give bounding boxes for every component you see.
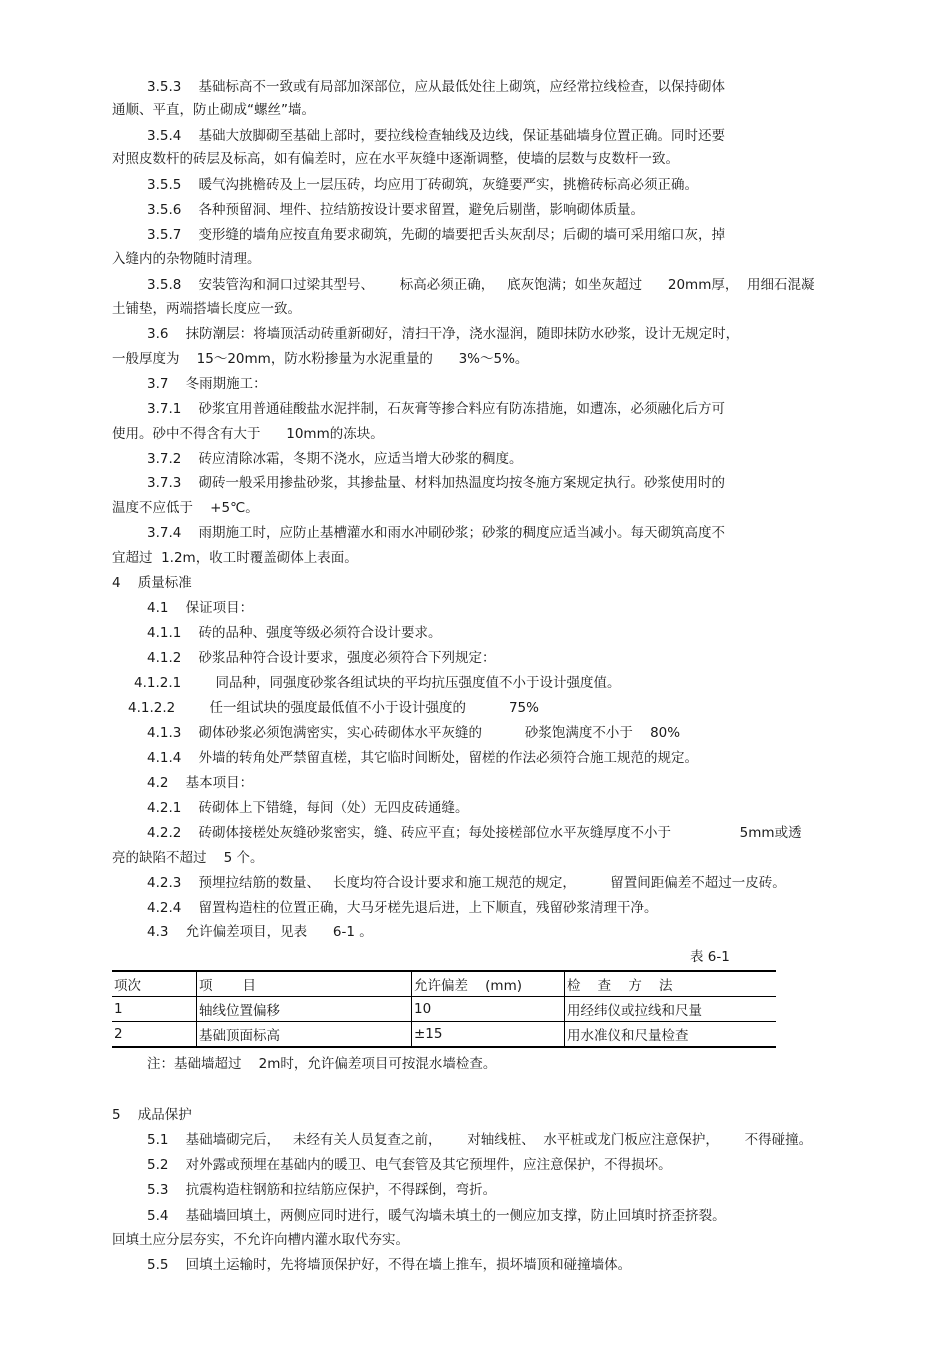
- para-3-5-6: 3.5.6 各种预留洞、埋件、拉结筋按设计要求留置，避免后剔凿，影响砌体质量。: [147, 202, 645, 218]
- para-4-1-3: 4.1.3 砌体砂浆必须饱满密实，实心砖砌体水平灰缝的 砂浆饱满度不小于 80%: [147, 725, 681, 741]
- table-note: 注：基础墙超过 2m时，允许偏差项目可按混水墙检查。: [147, 1056, 497, 1072]
- para-4-2-2-line1: 4.2.2 砖砌体接槎处灰缝砂浆密实，缝、砖应平直；每处接槎部位水平灰缝厚度不小于 5mm或透: [147, 825, 802, 841]
- para-4-1-2-2: 4.1.2.2 任一组试块的强度最低值不小于设计强度的 75%: [128, 700, 539, 716]
- para-3-5-8-line1: 3.5.8 安装管沟和洞口过梁其型号、 标高必须正确， 底灰饱满；如坐灰超过 20mm厚， 用细石混凝: [147, 277, 815, 293]
- heading-3-7: 3.7 冬雨期施工：: [147, 376, 267, 392]
- table-caption: 表 6-1: [690, 949, 730, 965]
- tolerance-table: [112, 970, 776, 1048]
- para-3-7-2: 3.7.2 砖应清除冰霜，冬期不浇水，应适当增大砂浆的稠度。: [147, 451, 523, 467]
- para-4-2-1: 4.2.1 砖砌体上下错缝，每间（处）无四皮砖通缝。: [147, 800, 469, 816]
- table-header-cell: 检 查 方 法: [565, 971, 777, 997]
- table-cell: 2: [112, 1022, 197, 1048]
- table-row: [112, 1022, 776, 1048]
- para-5-2: 5.2 对外露或预埋在基础内的暖卫、电气套管及其它预埋件，应注意保护，不得损坏。: [147, 1157, 672, 1173]
- table-cell: 用经纬仪或拉线和尺量: [565, 997, 777, 1022]
- para-3-6-line1: 3.6 抹防潮层：将墙顶活动砖重新砌好，清扫干净，浇水湿润，随即抹防水砂浆，设计无规定时，: [147, 326, 740, 342]
- para-3-7-4-line1: 3.7.4 雨期施工时，应防止基槽灌水和雨水冲刷砂浆；砂浆的稠度应适当减小。每天砌筑高度不: [147, 525, 726, 541]
- table-row: [112, 997, 776, 1022]
- para-4-1-1: 4.1.1 砖的品种、强度等级必须符合设计要求。: [147, 625, 442, 641]
- table-header-cell: 项次: [112, 971, 197, 997]
- para-3-7-4-line2: 宜超过 1.2m，收工时覆盖砌体上表面。: [112, 550, 358, 566]
- para-5-4-line1: 5.4 基础墙回填土，两侧应同时进行，暖气沟墙未填土的一侧应加支撑，防止回填时挤歪挤裂。: [147, 1208, 726, 1224]
- table-cell: 10: [412, 997, 565, 1022]
- para-5-3: 5.3 抗震构造柱钢筋和拉结筋应保护，不得踩倒，弯折。: [147, 1182, 497, 1198]
- para-3-5-7-line2: 入缝内的杂物随时清理。: [112, 251, 261, 267]
- para-4-3: 4.3 允许偏差项目，见表 6-1 。: [147, 924, 373, 940]
- para-4-2-2-line2: 亮的缺陷不超过 5 个。: [112, 850, 264, 866]
- para-5-4-line2: 回填土应分层夯实，不允许向槽内灌水取代夯实。: [112, 1232, 409, 1248]
- para-3-5-8-line2: 土铺垫，两端搭墙长度应一致。: [112, 301, 301, 317]
- para-3-6-line2: 一般厚度为 15～20mm，防水粉掺量为水泥重量的 3%～5%。: [112, 351, 529, 367]
- para-3-5-5: 3.5.5 暖气沟挑檐砖及上一层压砖，均应用丁砖砌筑，灰缝要严实，挑檐砖标高必须正确。: [147, 177, 699, 193]
- para-3-7-3-line2: 温度不应低于 +5℃。: [112, 500, 259, 516]
- para-4-2-4: 4.2.4 留置构造柱的位置正确，大马牙槎先退后进，上下顺直，残留砂浆清理干净。: [147, 900, 658, 916]
- para-3-7-1-line2: 使用。砂中不得含有大于 10mm的冻块。: [112, 426, 384, 442]
- para-3-5-4-line1: 3.5.4 基础大放脚砌至基础上部时，要拉线检查轴线及边线，保证基础墙身位置正确。同时还要: [147, 128, 726, 144]
- para-3-7-3-line1: 3.7.3 砌砖一般采用掺盐砂浆，其掺盐量、材料加热温度均按冬施方案规定执行。砂浆使用时的: [147, 475, 726, 491]
- table-cell: ±15: [412, 1022, 565, 1048]
- heading-4-1: 4.1 保证项目：: [147, 600, 254, 616]
- para-3-5-4-line2: 对照皮数杆的砖层及标高，如有偏差时，应在水平灰缝中逐渐调整，使墙的层数与皮数杆一致。: [112, 151, 679, 167]
- table-header-cell: 项 目: [197, 971, 412, 997]
- table-cell: 1: [112, 997, 197, 1022]
- tolerance-table-wrapper: [112, 970, 776, 1048]
- table-header-cell: 允许偏差 (mm): [412, 971, 565, 997]
- para-3-7-1-line1: 3.7.1 砂浆宜用普通硅酸盐水泥拌制，石灰膏等掺合料应有防冻措施，如遭冻，必须融化后方可: [147, 401, 726, 417]
- para-3-5-3-line2: 通顺、平直，防止砌成“螺丝”墙。: [112, 102, 315, 118]
- para-4-2-3: 4.2.3 预埋拉结筋的数量、 长度均符合设计要求和施工规范的规定， 留置间距偏差不超过一皮砖。: [147, 875, 786, 891]
- table-header-row: [112, 971, 776, 997]
- heading-4-2: 4.2 基本项目：: [147, 775, 254, 791]
- para-4-1-2-1: 4.1.2.1 同品种，同强度砂浆各组试块的平均抗压强度值不小于设计强度值。: [134, 675, 621, 691]
- heading-4: 4 质量标准: [112, 575, 192, 591]
- para-3-5-7-line1: 3.5.7 变形缝的墙角应按直角要求砌筑，先砌的墙要把舌头灰刮尽；后砌的墙可采用缩口灰，掉: [147, 227, 726, 243]
- para-5-5: 5.5 回填土运输时，先将墙顶保护好，不得在墙上推车，损坏墙顶和碰撞墙体。: [147, 1257, 632, 1273]
- para-4-1-4: 4.1.4 外墙的转角处严禁留直槎，其它临时间断处，留槎的作法必须符合施工规范的规定。: [147, 750, 699, 766]
- table-cell: 用水准仪和尺量检查: [565, 1022, 777, 1048]
- heading-5: 5 成品保护: [112, 1107, 192, 1123]
- para-5-1: 5.1 基础墙砌完后， 未经有关人员复查之前， 对轴线桩、 水平桩或龙门板应注意保护， 不得碰撞。: [147, 1132, 813, 1148]
- para-4-1-2: 4.1.2 砂浆品种符合设计要求，强度必须符合下列规定：: [147, 650, 496, 666]
- table-cell: 基础顶面标高: [197, 1022, 412, 1048]
- table-cell: 轴线位置偏移: [197, 997, 412, 1022]
- para-3-5-3-line1: 3.5.3 基础标高不一致或有局部加深部位，应从最低处往上砌筑，应经常拉线检查，以保持砌体: [147, 79, 726, 95]
